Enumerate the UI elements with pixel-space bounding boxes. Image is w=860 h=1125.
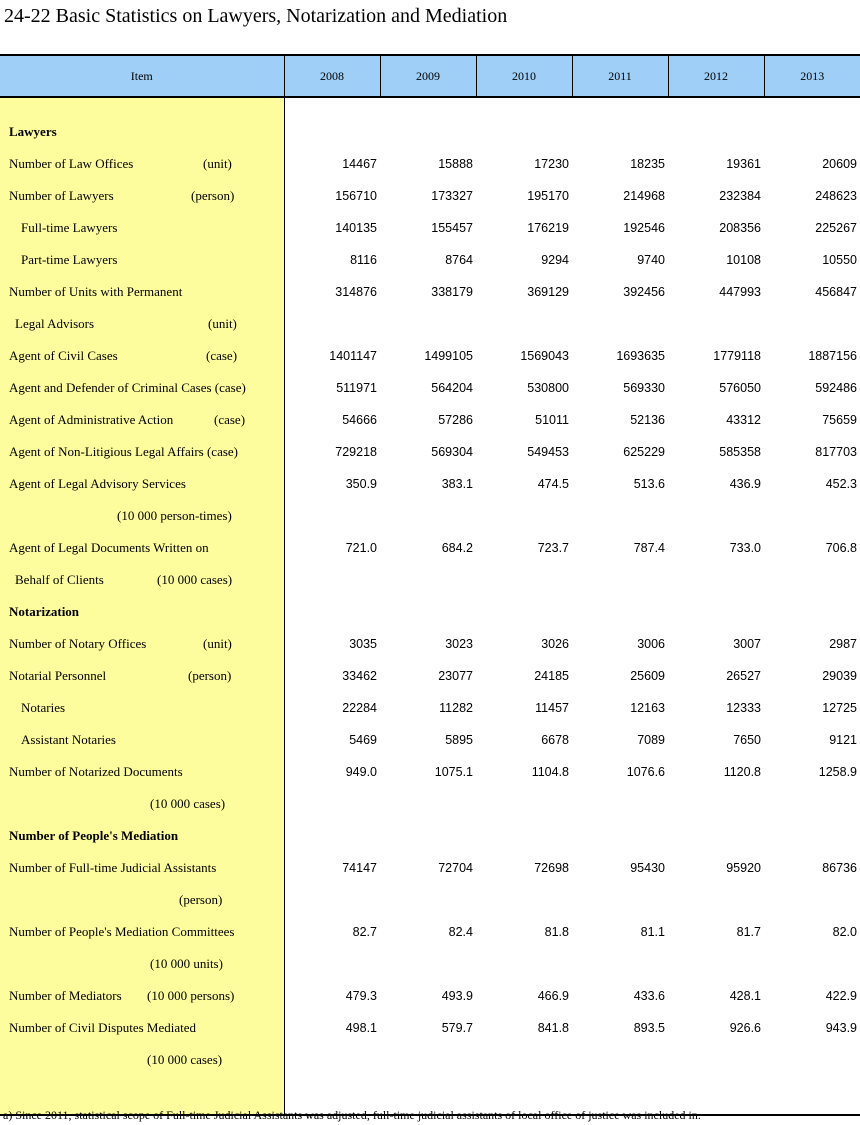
- value-cell: 1499105: [424, 349, 473, 363]
- value-cell: 733.0: [729, 541, 761, 555]
- item-cell: [0, 788, 284, 820]
- value-cell: 12163: [630, 701, 665, 715]
- value-cell: 25609: [630, 669, 665, 683]
- unit-label: (10 000 units): [150, 956, 223, 971]
- value-cell: [668, 564, 764, 596]
- item-label: Number of Lawyers: [9, 188, 114, 203]
- value-cell: 43312: [726, 413, 761, 427]
- unit-label: (case): [214, 412, 246, 427]
- value-cell: [380, 1044, 476, 1076]
- table-row: [0, 436, 860, 468]
- value-cell: 72698: [534, 861, 569, 875]
- table-row: [0, 404, 860, 436]
- value-cell: 474.5: [537, 477, 569, 491]
- item-cell: [0, 212, 284, 244]
- value-cell: 11457: [535, 701, 569, 715]
- value-cell: [764, 1044, 860, 1076]
- value-cell: [668, 308, 764, 340]
- value-cell: [476, 500, 572, 532]
- value-cell: [476, 884, 572, 916]
- table-row: [0, 308, 860, 340]
- value-cell: 585358: [719, 445, 761, 459]
- value-cell: 22284: [342, 701, 377, 715]
- value-cell: 23077: [438, 669, 473, 683]
- section-header-row: [0, 596, 860, 628]
- value-cell: 1779118: [713, 349, 761, 363]
- value-cell: [284, 788, 380, 820]
- item-label: Number of People's Mediation Committees: [9, 924, 235, 939]
- value-cell: 817703: [815, 445, 857, 459]
- value-cell: 195170: [527, 189, 569, 203]
- value-cell: 3023: [445, 637, 473, 651]
- value-cell: [668, 97, 764, 116]
- value-cell: [284, 820, 380, 852]
- value-cell: 729218: [335, 445, 377, 459]
- value-cell: 214968: [623, 189, 665, 203]
- value-cell: 8764: [445, 253, 473, 267]
- value-cell: 943.9: [825, 1021, 857, 1035]
- value-cell: 893.5: [633, 1021, 665, 1035]
- unit-label: (10 000 cases): [150, 796, 226, 811]
- value-cell: 9294: [541, 253, 569, 267]
- value-cell: 383.1: [441, 477, 473, 491]
- value-cell: 51011: [535, 413, 569, 427]
- value-cell: [764, 1076, 860, 1115]
- unit-label: (10 000 person-times): [117, 508, 232, 523]
- section-header-row: [0, 820, 860, 852]
- section-title: Number of People's Mediation: [9, 828, 179, 843]
- value-cell: [380, 97, 476, 116]
- value-cell: 9121: [829, 733, 857, 747]
- value-cell: 10550: [822, 253, 857, 267]
- value-cell: 15888: [438, 157, 473, 171]
- value-cell: 9740: [637, 253, 665, 267]
- table-row: [0, 180, 860, 212]
- value-cell: 54666: [342, 413, 377, 427]
- value-cell: 456847: [815, 285, 857, 299]
- table-row: [0, 916, 860, 948]
- item-cell: [0, 340, 284, 372]
- value-cell: [764, 948, 860, 980]
- table-row: [0, 564, 860, 596]
- value-cell: 29039: [822, 669, 857, 683]
- value-cell: 3006: [637, 637, 665, 651]
- item-label: Legal Advisors: [15, 316, 95, 331]
- item-cell: [0, 116, 284, 148]
- column-header-year: 2009: [380, 55, 476, 97]
- item-label: Agent of Legal Documents Written on: [9, 540, 209, 555]
- value-cell: [572, 500, 668, 532]
- item-cell: [0, 180, 284, 212]
- item-label: Agent and Defender of Criminal Cases (case): [9, 380, 246, 395]
- value-cell: [668, 116, 764, 148]
- value-cell: 155457: [431, 221, 473, 235]
- value-cell: 569304: [431, 445, 473, 459]
- value-cell: 81.1: [640, 925, 665, 939]
- value-cell: [668, 596, 764, 628]
- value-cell: 248623: [815, 189, 857, 203]
- value-cell: 72704: [438, 861, 473, 875]
- unit-label: (unit): [203, 156, 232, 171]
- section-header-row: [0, 116, 860, 148]
- value-cell: 2987: [829, 637, 857, 651]
- table-row: [0, 692, 860, 724]
- value-cell: 14467: [342, 157, 377, 171]
- value-cell: 20609: [822, 157, 857, 171]
- value-cell: 576050: [719, 381, 761, 395]
- value-cell: 625229: [623, 445, 665, 459]
- value-cell: 19361: [726, 157, 761, 171]
- unit-label: (10 000 cases): [157, 572, 233, 587]
- value-cell: 86736: [822, 861, 857, 875]
- value-cell: [284, 1044, 380, 1076]
- item-cell: [0, 756, 284, 788]
- item-cell: [0, 500, 284, 532]
- value-cell: [572, 948, 668, 980]
- item-label: Agent of Non-Litigious Legal Affairs (case): [9, 444, 238, 459]
- value-cell: 5469: [349, 733, 377, 747]
- value-cell: 26527: [726, 669, 761, 683]
- value-cell: 1120.8: [723, 765, 761, 779]
- value-cell: [380, 948, 476, 980]
- value-cell: [284, 308, 380, 340]
- item-label: Agent of Civil Cases: [9, 348, 118, 363]
- item-label: Notaries: [21, 700, 66, 715]
- value-cell: 428.1: [729, 989, 761, 1003]
- value-cell: [572, 97, 668, 116]
- unit-label: (unit): [208, 316, 237, 331]
- value-cell: 95430: [630, 861, 665, 875]
- value-cell: 75659: [822, 413, 857, 427]
- value-cell: 7089: [637, 733, 665, 747]
- value-cell: 82.7: [352, 925, 377, 939]
- value-cell: [380, 116, 476, 148]
- item-cell: [0, 948, 284, 980]
- unit-label: (person): [191, 188, 235, 203]
- table-row: [0, 852, 860, 884]
- value-cell: [380, 308, 476, 340]
- value-cell: 392456: [623, 285, 665, 299]
- value-cell: 81.7: [736, 925, 761, 939]
- item-cell: [0, 372, 284, 404]
- value-cell: 24185: [534, 669, 569, 683]
- value-cell: 6678: [541, 733, 569, 747]
- table-row: [0, 532, 860, 564]
- value-cell: [380, 564, 476, 596]
- value-cell: 493.9: [441, 989, 473, 1003]
- value-cell: [284, 116, 380, 148]
- value-cell: 1075.1: [434, 765, 473, 779]
- value-cell: [572, 308, 668, 340]
- item-cell: [0, 276, 284, 308]
- value-cell: [476, 788, 572, 820]
- value-cell: 3007: [733, 637, 761, 651]
- value-cell: [380, 596, 476, 628]
- item-label: Number of Civil Disputes Mediated: [9, 1020, 197, 1035]
- table-row: [0, 948, 860, 980]
- item-cell: [0, 564, 284, 596]
- table-row: [0, 276, 860, 308]
- value-cell: 723.7: [537, 541, 569, 555]
- unit-label: (case): [206, 348, 238, 363]
- item-cell: [0, 884, 284, 916]
- item-cell: [0, 97, 284, 116]
- table-row: [0, 756, 860, 788]
- value-cell: 314876: [335, 285, 377, 299]
- value-cell: 7650: [733, 733, 761, 747]
- item-label: Agent of Administrative Action: [9, 412, 174, 427]
- item-cell: [0, 148, 284, 180]
- value-cell: [476, 596, 572, 628]
- value-cell: 176219: [527, 221, 569, 235]
- value-cell: [764, 116, 860, 148]
- value-cell: 74147: [342, 861, 377, 875]
- value-cell: [284, 596, 380, 628]
- unit-label: (10 000 cases): [147, 1052, 223, 1067]
- table-row: [0, 660, 860, 692]
- value-cell: [764, 500, 860, 532]
- value-cell: 530800: [527, 381, 569, 395]
- item-cell: [0, 532, 284, 564]
- value-cell: 926.6: [729, 1021, 761, 1035]
- value-cell: [380, 884, 476, 916]
- value-cell: 232384: [719, 189, 761, 203]
- value-cell: [572, 820, 668, 852]
- section-title: Notarization: [9, 604, 80, 619]
- value-cell: [764, 884, 860, 916]
- item-cell: [0, 852, 284, 884]
- value-cell: [572, 564, 668, 596]
- value-cell: 10108: [726, 253, 761, 267]
- item-label: Number of Notarized Documents: [9, 764, 183, 779]
- value-cell: 433.6: [633, 989, 665, 1003]
- item-cell: [0, 692, 284, 724]
- value-cell: [284, 564, 380, 596]
- value-cell: 436.9: [729, 477, 761, 491]
- item-label: Number of Law Offices: [9, 156, 134, 171]
- value-cell: [476, 564, 572, 596]
- value-cell: [668, 820, 764, 852]
- column-header-year: 2013: [764, 55, 860, 97]
- value-cell: 564204: [431, 381, 473, 395]
- column-header-year: 2008: [284, 55, 380, 97]
- value-cell: [380, 788, 476, 820]
- value-cell: 17230: [534, 157, 569, 171]
- value-cell: 82.0: [832, 925, 857, 939]
- value-cell: 592486: [815, 381, 857, 395]
- item-label: Assistant Notaries: [21, 732, 116, 747]
- value-cell: 140135: [335, 221, 377, 235]
- table-row: [0, 372, 860, 404]
- table-row: [0, 468, 860, 500]
- value-cell: 208356: [719, 221, 761, 235]
- item-cell: [0, 628, 284, 660]
- value-cell: [764, 97, 860, 116]
- item-label: Number of Full-time Judicial Assistants: [9, 860, 217, 875]
- table-row: [0, 148, 860, 180]
- value-cell: 156710: [335, 189, 377, 203]
- item-label: Number of Units with Permanent: [9, 284, 183, 299]
- unit-label: (unit): [203, 636, 232, 651]
- section-title: Lawyers: [9, 124, 57, 139]
- value-cell: [572, 1044, 668, 1076]
- value-cell: [284, 97, 380, 116]
- value-cell: 1401147: [329, 349, 377, 363]
- value-cell: 33462: [342, 669, 377, 683]
- item-label: Agent of Legal Advisory Services: [9, 476, 186, 491]
- value-cell: 787.4: [633, 541, 665, 555]
- value-cell: 350.9: [345, 477, 377, 491]
- item-cell: [0, 436, 284, 468]
- column-header-year: 2011: [572, 55, 668, 97]
- table-row: [0, 724, 860, 756]
- value-cell: [476, 1044, 572, 1076]
- value-cell: 11282: [439, 701, 473, 715]
- value-cell: [764, 564, 860, 596]
- value-cell: [668, 948, 764, 980]
- value-cell: 1887156: [808, 349, 857, 363]
- value-cell: [668, 500, 764, 532]
- value-cell: 52136: [630, 413, 665, 427]
- value-cell: [668, 884, 764, 916]
- item-cell: [0, 244, 284, 276]
- table-row: [0, 980, 860, 1012]
- value-cell: [572, 884, 668, 916]
- value-cell: 192546: [623, 221, 665, 235]
- table-row: [0, 628, 860, 660]
- value-cell: 5895: [445, 733, 473, 747]
- value-cell: 95920: [726, 861, 761, 875]
- value-cell: [764, 308, 860, 340]
- item-cell: [0, 308, 284, 340]
- value-cell: 173327: [431, 189, 473, 203]
- table-row: [0, 884, 860, 916]
- unit-label: (person): [188, 668, 232, 683]
- value-cell: 57286: [438, 413, 473, 427]
- item-label: Behalf of Clients: [15, 572, 104, 587]
- table-row: [0, 340, 860, 372]
- value-cell: 949.0: [345, 765, 377, 779]
- item-cell: [0, 660, 284, 692]
- page-title: 24-22 Basic Statistics on Lawyers, Notarization and Mediation: [4, 5, 508, 27]
- item-cell: [0, 596, 284, 628]
- item-label: Number of Notary Offices: [9, 636, 147, 651]
- item-cell: [0, 468, 284, 500]
- value-cell: 12725: [822, 701, 857, 715]
- value-cell: [476, 116, 572, 148]
- value-cell: [476, 97, 572, 116]
- table-row: [0, 1012, 860, 1044]
- value-cell: [476, 308, 572, 340]
- value-cell: [764, 596, 860, 628]
- value-cell: 18235: [630, 157, 665, 171]
- value-cell: 1693635: [616, 349, 665, 363]
- item-label: Number of Mediators: [9, 988, 122, 1003]
- value-cell: 721.0: [345, 541, 377, 555]
- value-cell: [668, 788, 764, 820]
- header-row: [0, 55, 860, 97]
- item-label: Notarial Personnel: [9, 668, 107, 683]
- value-cell: 422.9: [825, 989, 857, 1003]
- value-cell: 513.6: [633, 477, 665, 491]
- value-cell: 369129: [527, 285, 569, 299]
- table-row: [0, 1044, 860, 1076]
- table-row: [0, 212, 860, 244]
- value-cell: 549453: [527, 445, 569, 459]
- value-cell: 466.9: [537, 989, 569, 1003]
- value-cell: 338179: [431, 285, 473, 299]
- value-cell: 81.8: [544, 925, 569, 939]
- value-cell: 447993: [719, 285, 761, 299]
- value-cell: 3035: [349, 637, 377, 651]
- value-cell: [572, 116, 668, 148]
- value-cell: 479.3: [345, 989, 377, 1003]
- value-cell: [572, 596, 668, 628]
- value-cell: 1569043: [520, 349, 569, 363]
- unit-label: (10 000 persons): [147, 988, 235, 1003]
- footnote: a) Since 2011, statistical scope of Full-time Judicial Assistants was adjusted, full-time judicial assistants of local office of justice was included in.: [3, 1108, 701, 1122]
- value-cell: 579.7: [441, 1021, 473, 1035]
- table-row: [0, 788, 860, 820]
- value-cell: [764, 820, 860, 852]
- value-cell: 1104.8: [531, 765, 569, 779]
- value-cell: 511971: [336, 381, 377, 395]
- item-cell: [0, 980, 284, 1012]
- value-cell: [284, 948, 380, 980]
- value-cell: 684.2: [441, 541, 473, 555]
- column-header-year: 2010: [476, 55, 572, 97]
- value-cell: 498.1: [345, 1021, 377, 1035]
- value-cell: 8116: [350, 253, 377, 267]
- value-cell: 452.3: [825, 477, 857, 491]
- item-label: Part-time Lawyers: [21, 252, 118, 267]
- value-cell: [380, 820, 476, 852]
- item-label: Full-time Lawyers: [21, 220, 118, 235]
- item-cell: [0, 1012, 284, 1044]
- item-cell: [0, 404, 284, 436]
- value-cell: 706.8: [825, 541, 857, 555]
- item-cell: [0, 820, 284, 852]
- value-cell: [380, 500, 476, 532]
- value-cell: 225267: [815, 221, 857, 235]
- column-header-year: 2012: [668, 55, 764, 97]
- value-cell: [668, 1044, 764, 1076]
- value-cell: [764, 788, 860, 820]
- spacer-row: [0, 97, 860, 116]
- item-cell: [0, 1044, 284, 1076]
- value-cell: 82.4: [448, 925, 473, 939]
- value-cell: [284, 884, 380, 916]
- column-header-item: Item: [0, 55, 284, 97]
- value-cell: 841.8: [537, 1021, 569, 1035]
- item-cell: [0, 724, 284, 756]
- value-cell: [572, 788, 668, 820]
- table-row: [0, 500, 860, 532]
- value-cell: 569330: [623, 381, 665, 395]
- item-cell: [0, 916, 284, 948]
- value-cell: [476, 948, 572, 980]
- unit-label: (person): [179, 892, 223, 907]
- value-cell: 12333: [726, 701, 761, 715]
- value-cell: 1258.9: [818, 765, 857, 779]
- statistics-table: [0, 54, 860, 1116]
- value-cell: [284, 500, 380, 532]
- value-cell: [476, 820, 572, 852]
- table-row: [0, 244, 860, 276]
- value-cell: 3026: [541, 637, 569, 651]
- value-cell: 1076.6: [626, 765, 665, 779]
